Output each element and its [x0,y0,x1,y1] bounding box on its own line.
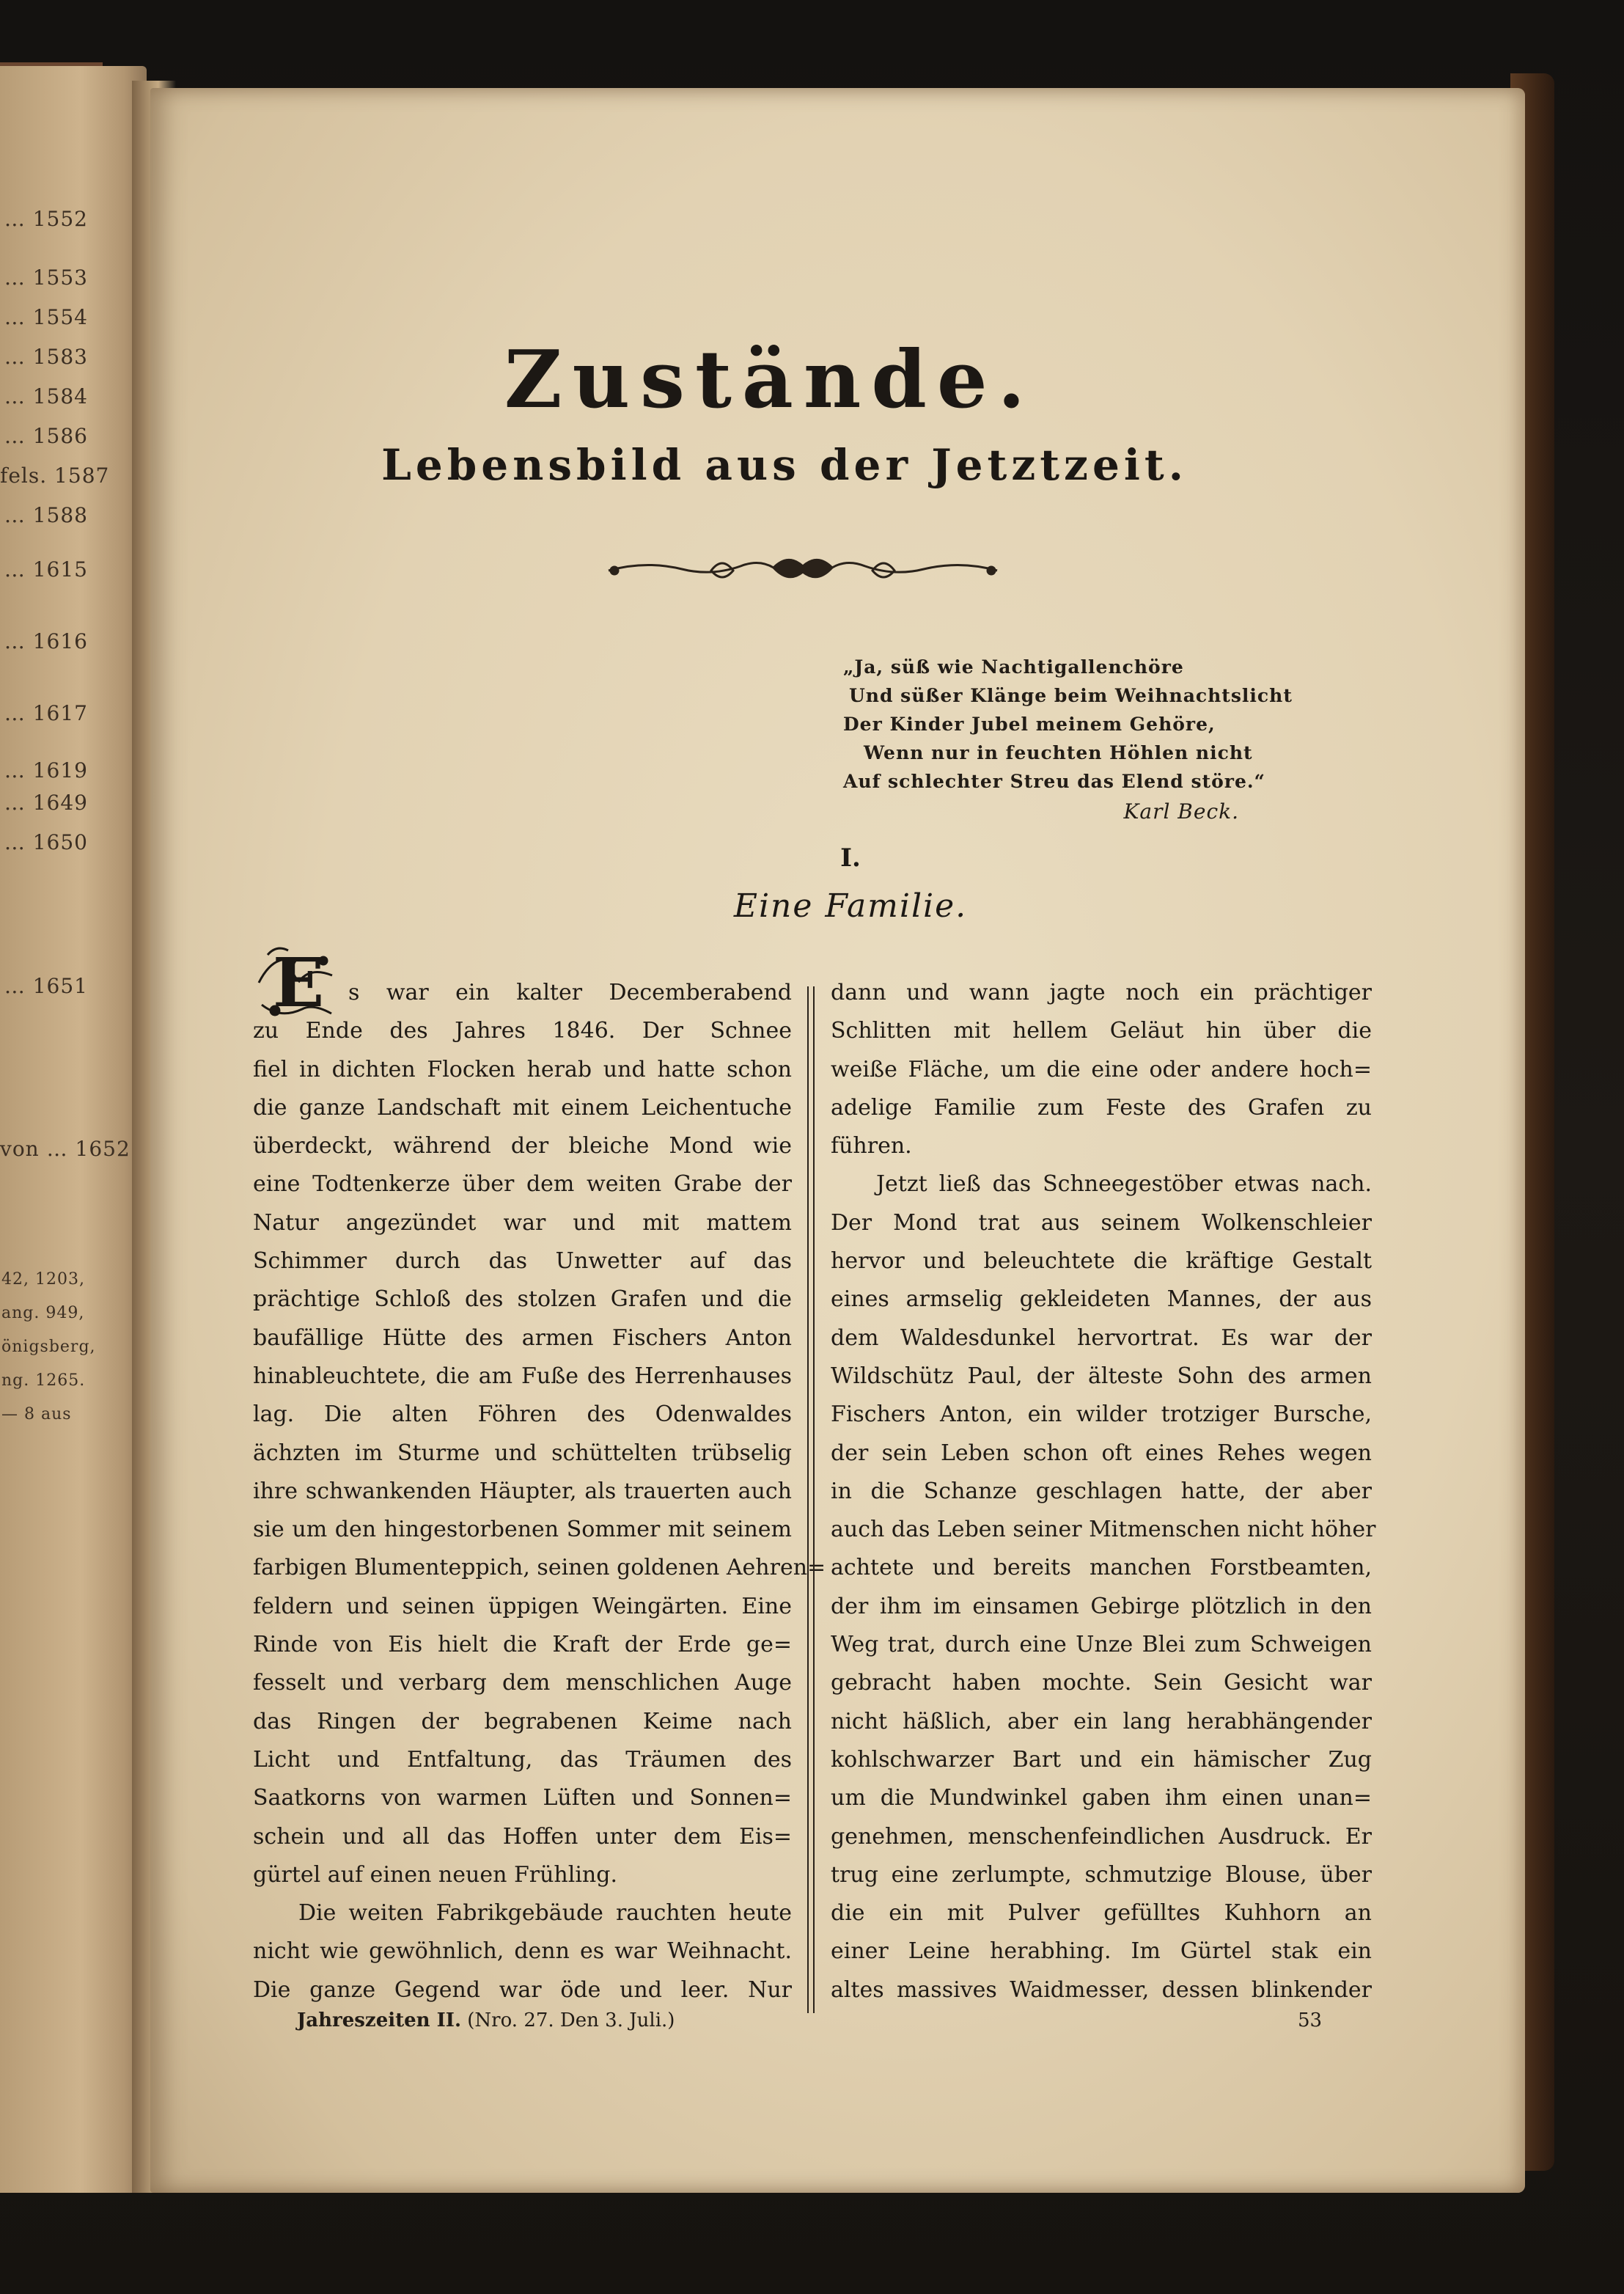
text-line: Fischers Anton, ein wilder trotziger Bursche, [831,1401,1372,1428]
index-number: … 1615 [4,557,88,582]
index-number: … 1586 [4,424,88,448]
epigraph-author: Karl Beck. [1123,799,1239,824]
text-line: baufällige Hütte des armen Fischers Anton [253,1324,792,1351]
text-line: Saatkorns von warmen Lüften und Sonnen= [253,1785,792,1811]
text-line: Licht und Entfaltung, das Träumen des [253,1746,792,1773]
text-line: Die ganze Gegend war öde und leer. Nur [253,1976,792,2003]
text-line: ächzten im Sturme und schüttelten trübselig [253,1440,792,1466]
index-number: … 1552 [4,207,88,231]
text-line: auch das Leben seiner Mitmenschen nicht höher [831,1517,1376,1543]
text-line: prächtige Schloß des stolzen Grafen und die [253,1286,792,1313]
text-line: nicht wie gewöhnlich, denn es war Weihnacht. [253,1938,792,1965]
text-line: führen. [831,1133,912,1159]
text-line: gebracht haben mochte. Sein Gesicht war [831,1670,1372,1696]
index-note: önigsberg, [1,1338,96,1356]
text-line: fesselt und verbarg dem menschlichen Auge [253,1670,792,1696]
text-line: nicht häßlich, aber ein lang herabhängender [831,1708,1372,1734]
text-line: Schimmer durch das Unwetter auf das [253,1248,792,1275]
index-note: — 8 aus [1,1405,72,1423]
text-line: trug eine zerlumpte, schmutzige Blouse, über [831,1861,1372,1888]
column-divider [807,986,815,2013]
text-line: altes massives Waidmesser, dessen blinkender [831,1976,1372,2003]
text-line: feldern und seinen üppigen Weingärten. Eine [253,1593,792,1619]
index-note: ng. 1265. [1,1371,86,1390]
text-line: adelige Familie zum Feste des Grafen zu [831,1094,1372,1121]
text-line: genehmen, menschenfeindlichen Ausdruck. Er [831,1823,1372,1850]
text-line: eine Todtenkerze über dem weiten Grabe der [253,1171,792,1198]
page-subtitle: Lebensbild aus der Jetztzeit. [381,440,1188,490]
index-number: … 1651 [4,974,88,998]
section-number: I. [840,843,861,873]
index-number: … 1553 [4,265,88,290]
text-line: dem Waldesdunkel hervortrat. Es war der [831,1324,1372,1351]
text-line: der sein Leben schon oft eines Rehes wegen [831,1440,1372,1466]
ornament-divider-icon [601,544,1004,596]
text-line: der ihm im einsamen Gebirge plötzlich in den [831,1593,1372,1619]
text-line: gürtel auf einen neuen Frühling. [253,1861,617,1888]
text-column-left [253,974,826,2009]
index-number: … 1584 [4,384,88,408]
index-note: 42, 1203, [1,1270,85,1289]
text-line: das Ringen der begrabenen Keime nach [253,1708,792,1734]
index-number: … 1554 [4,305,88,329]
text-line: achtete und bereits manchen Forstbeamten, [831,1555,1372,1581]
page-footer-journal [297,2009,675,2031]
index-number: … 1617 [4,701,88,725]
text-line: die ein mit Pulver gefülltes Kuhhorn an [831,1900,1372,1927]
epigraph-line: Und süßer Klänge beim Weihnachtslicht [849,685,1293,706]
text-line: ihre schwankenden Häupter, als trauerten auch [253,1478,792,1504]
issue-info: (Nro. 27. Den 3. Juli.) [467,2009,675,2031]
index-number: … 1619 [4,758,88,783]
text-line: sie um den hingestorbenen Sommer mit seinem [253,1517,792,1543]
text-line: Rinde von Eis hielt die Kraft der Erde ge= [253,1632,792,1658]
index-note: ang. 949, [1,1304,85,1322]
text-line: dann und wann jagte noch ein prächtiger [831,980,1372,1005]
index-number: … 1616 [4,629,88,653]
text-line: eines armselig gekleideten Mannes, der aus [831,1286,1372,1313]
epigraph-line: Wenn nur in feuchten Höhlen nicht [864,742,1253,763]
text-line: schein und all das Hoffen unter dem Eis= [253,1823,792,1850]
text-line: Die weiten Fabrikgebäude rauchten heute [298,1900,792,1927]
section-title: Eine Familie. [733,887,968,925]
text-line: Wildschütz Paul, der älteste Sohn des armen [831,1363,1372,1389]
facing-page [0,66,147,2193]
text-line: hinableuchtete, die am Fuße des Herrenhauses [253,1363,792,1389]
index-number: … 1583 [4,345,88,369]
text-line: überdeckt, während der bleiche Mond wie [253,1133,792,1159]
journal-name: Jahreszeiten II. [297,2009,461,2031]
epigraph-line: Der Kinder Jubel meinem Gehöre, [843,714,1216,735]
index-number: … 1588 [4,503,88,527]
text-line: hervor und beleuchtete die kräftige Gestalt [831,1248,1372,1275]
page-title: Zustände. [504,334,1036,426]
index-number: fels. 1587 [0,463,110,488]
text-line: Der Mond trat aus seinem Wolkenschleier [831,1209,1372,1236]
index-number: … 1650 [4,830,88,854]
text-line: zu Ende des Jahres 1846. Der Schnee [253,1018,792,1044]
text-line: in die Schanze geschlagen hatte, der aber [831,1478,1372,1504]
text-line: lag. Die alten Föhren des Odenwaldes [253,1401,792,1428]
text-line: Weg trat, durch eine Unze Blei zum Schweigen [831,1632,1372,1658]
text-line: fiel in dichten Flocken herab und hatte schon [253,1056,792,1082]
text-line: kohlschwarzer Bart und ein hämischer Zug [831,1746,1372,1773]
dropcap-letter: E [272,943,325,1022]
text-line: Natur angezündet war und mit mattem [253,1209,792,1236]
text-line: s war ein kalter Decemberabend [348,980,792,1005]
text-line: farbigen Blumenteppich, seinen goldenen Aehren= [253,1555,826,1581]
text-line: um die Mundwinkel gaben ihm einen unan= [831,1785,1372,1811]
index-number: … 1649 [4,791,88,815]
text-line: Jetzt ließ das Schneegestöber etwas nach. [876,1171,1372,1198]
text-line: weiße Fläche, um die eine oder andere hoch= [831,1056,1372,1082]
index-number: von … 1652 [0,1137,131,1161]
text-column-right [831,974,1376,2009]
text-line: die ganze Landschaft mit einem Leichentuche [253,1094,792,1121]
text-line: einer Leine herabhing. Im Gürtel stak ein [831,1938,1372,1965]
signature-mark: 53 [1298,2009,1323,2031]
epigraph-line: Auf schlechter Streu das Elend störe.“ [843,771,1265,792]
text-line: Schlitten mit hellem Geläut hin über die [831,1018,1372,1044]
epigraph-line: „Ja, süß wie Nachtigallenchöre [843,656,1184,678]
epigraph [843,653,1312,826]
